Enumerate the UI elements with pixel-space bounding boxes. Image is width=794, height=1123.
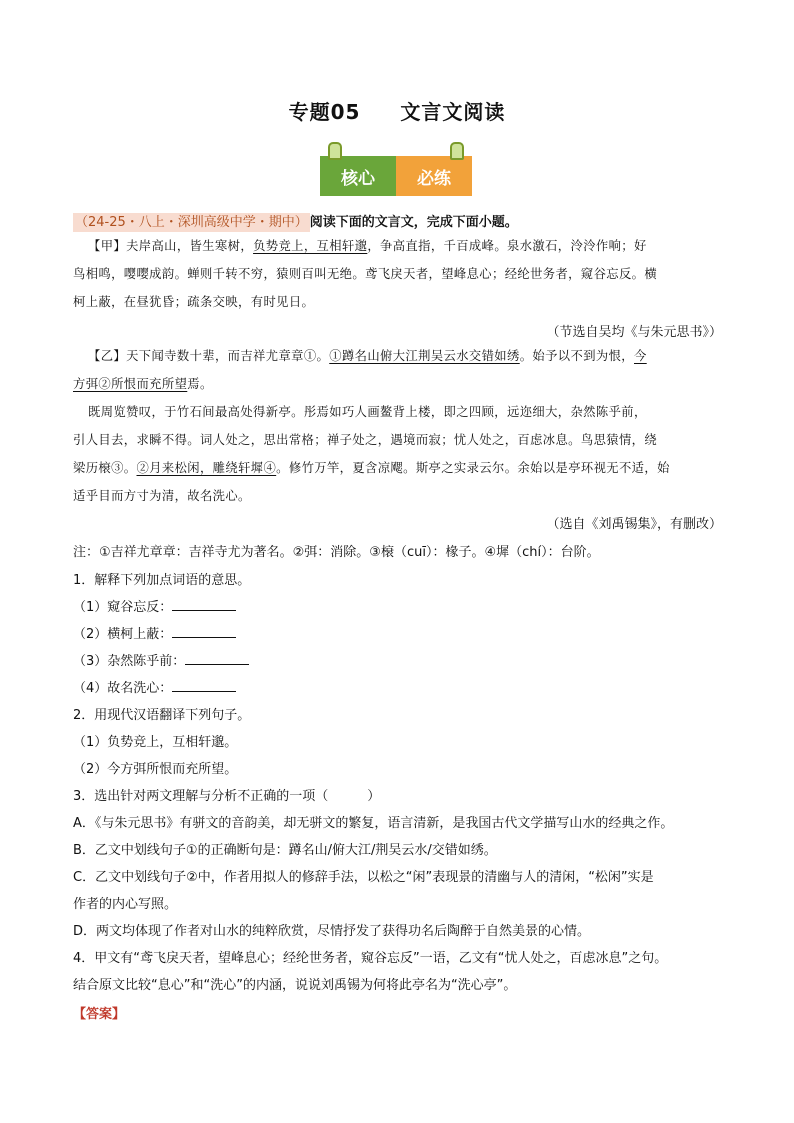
underlined-phrase: 今 — [634, 349, 647, 363]
answer-blank[interactable] — [172, 598, 236, 611]
question-1-item-1 — [73, 596, 236, 615]
question-3-option-c-line-2: 作者的内心写照。 — [73, 897, 178, 912]
passage-yi-line-2 — [73, 370, 213, 398]
passage-jia-line-3: 柯上蔽，在昼犹昏；疏条交映，有时见日。 — [73, 295, 315, 309]
item-text: （1）窥谷忘反： — [73, 600, 173, 615]
question-3: 3．选出针对两文理解与分析不正确的一项（ ） — [73, 789, 381, 804]
title-topic-number: 专题05 — [288, 100, 361, 124]
question-4-line-1: 4．甲文有“鸢飞戾天者，望峰息心；经纶世务者，窥谷忘反”一语，乙文有“忧人处之，百虑冰息”之句。 — [73, 951, 668, 966]
passage-yi-line-5 — [73, 454, 670, 482]
item-text: （2）横柯上蔽： — [73, 627, 173, 642]
text-run: ，争高直指，千百成峰。泉水激石，泠泠作响；好 — [367, 239, 647, 253]
item-text: （3）杂然陈乎前： — [73, 654, 186, 669]
passage-yi-line-1 — [88, 342, 647, 370]
question-3-option-d: D．两文均体现了作者对山水的纯粹欣赏，尽情抒发了获得功名后陶醉于自然美景的心情。 — [73, 924, 591, 939]
underlined-sentence-2: ②月来松闲，雕绕轩墀④ — [136, 461, 277, 475]
text-run: 。始予以不到为恨， — [519, 349, 634, 363]
badge-right-label: 必练 — [417, 169, 451, 189]
passage-yi-line-3: 既周览赞叹，于竹石间最高处得新亭。彤焉如巧人画鳌背上楼，即之四顾，远迩细大，杂然陈乎前， — [88, 405, 647, 419]
answer-blank[interactable] — [172, 679, 236, 692]
question-3-option-b: B．乙文中划线句子①的正确断句是：蹲名山/俯大江/荆吴云水/交错如绣。 — [73, 843, 497, 858]
question-4-line-2: 结合原文比较“息心”和“洗心”的内涵，说说刘禹锡为何将此亭名为“洗心亭”。 — [73, 978, 517, 993]
text-run: 【乙】天下闻寺数十辈，而吉祥尤章章①。 — [88, 349, 330, 363]
title-topic-name: 文言文阅读 — [400, 100, 506, 124]
underlined-sentence-1: ①蹲名山俯大江荆吴云水交错如绣 — [329, 349, 520, 363]
text-run: 。修竹万竿，夏含凉飔。斯亭之实录云尔。余始以是亭环视无不适，始 — [276, 461, 670, 475]
item-text: （4）故名洗心： — [73, 681, 173, 696]
badge-left-label: 核心 — [341, 169, 375, 189]
page-title — [0, 96, 794, 125]
text-run: 焉。 — [187, 377, 213, 391]
text-run: 【甲】夫岸高山，皆生寒树， — [88, 239, 254, 253]
underlined-phrase: 方弭②所恨而充所望 — [73, 377, 188, 391]
passage-jia-reference: （节选自吴均《与朱元思书》） — [546, 325, 722, 340]
underlined-phrase: 负势竞上，互相轩邈 — [253, 239, 368, 253]
question-1-item-3 — [73, 650, 249, 669]
passage-yi-line-6: 适乎目而方寸为清，故名洗心。 — [73, 489, 251, 503]
source-instruction: 阅读下面的文言文，完成下面小题。 — [309, 215, 518, 230]
passage-jia-line-2: 鸟相鸣，嘤嘤成韵。蝉则千转不穷，猿则百叫无绝。鸢飞戾天者，望峰息心；经纶世务者，窥谷忘反。横 — [73, 267, 658, 281]
text-run: 梁历榱③。 — [73, 461, 137, 475]
source-tag: （24-25・八上・深圳高级中学・期中） — [75, 215, 308, 230]
question-3-option-c-line-1: C．乙文中划线句子②中，作者用拟人的修辞手法，以松之“闲”表现景的清幽与人的清闲，“松闲”实是 — [73, 870, 654, 885]
paper-clip-icon — [328, 142, 342, 160]
passage-jia-line-1 — [88, 232, 647, 260]
question-2-item-2: （2）今方弭所恨而充所望。 — [73, 762, 238, 777]
question-2-item-1: （1）负势竞上，互相轩邈。 — [73, 735, 238, 750]
core-practice-badge — [320, 156, 472, 196]
answer-label: 【答案】 — [73, 1007, 126, 1022]
answer-blank[interactable] — [185, 652, 249, 665]
passage-yi-line-4: 引人目去，求瞬不得。词人处之，思出常格；禅子处之，遇境而寂；忧人处之，百虑冰息。鸟思猿情，绕 — [73, 433, 658, 447]
answer-blank[interactable] — [172, 625, 236, 638]
question-source — [73, 211, 518, 230]
question-1: 1．解释下列加点词语的意思。 — [73, 573, 251, 588]
question-1-item-2 — [73, 623, 236, 642]
question-2: 2．用现代汉语翻译下列句子。 — [73, 708, 251, 723]
question-3-option-a: A．《与朱元思书》有骈文的音韵美，却无骈文的繁复，语言清新，是我国古代文学描写山水的经典之作。 — [73, 816, 674, 831]
question-1-item-4 — [73, 677, 236, 696]
passage-yi-reference: （选自《刘禹锡集》，有删改） — [546, 517, 722, 532]
annotation-note: 注：①吉祥尤章章：吉祥寺尤为著名。②弭：消除。③榱（cuī）：椽子。④墀（chí）：台阶。 — [73, 545, 600, 560]
paper-clip-icon — [450, 142, 464, 160]
